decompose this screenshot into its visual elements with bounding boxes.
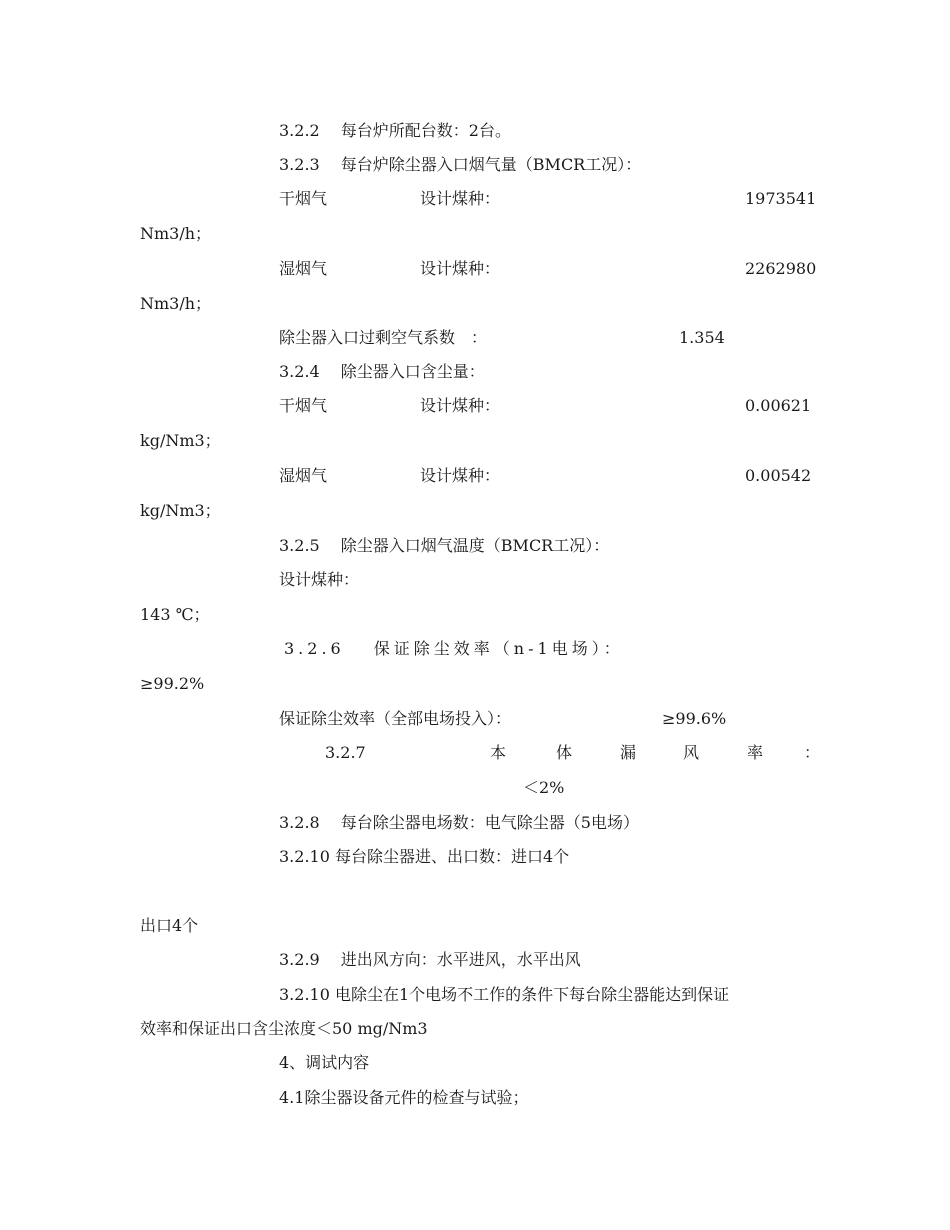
dry-gas-dust: 0.00621 <box>745 396 812 415</box>
dry-gas-volume: 1973541 <box>745 189 817 208</box>
section-3-2-7-char: 本 <box>490 743 507 762</box>
unit-text: kg/Nm3； <box>140 431 221 450</box>
wet-gas-label: 湿烟气 <box>279 466 328 485</box>
excess-air-value: 1.354 <box>679 328 725 347</box>
unit-text: Nm3/h； <box>140 224 212 243</box>
section-3-2-7-char: ： <box>804 743 821 762</box>
design-coal-label: 设计煤种： <box>279 570 360 589</box>
unit-text: Nm3/h； <box>140 294 212 313</box>
temperature-value: 143 ℃； <box>140 605 210 624</box>
section-3-2-7-number: 3.2.7 <box>325 743 366 762</box>
section-3-2-3: 3.2.3 每台炉除尘器入口烟气量（BMCR工况）： <box>279 155 642 174</box>
section-3-2-9: 3.2.9 进出风方向：水平进风，水平出风 <box>279 950 581 969</box>
section-3-2-7-char: 风 <box>683 743 700 762</box>
section-3-2-10-condition: 3.2.10 电除尘在1个电场不工作的条件下每台除尘器能达到保证 <box>279 985 730 1004</box>
unit-text: kg/Nm3； <box>140 501 221 520</box>
dry-gas-label: 干烟气 <box>279 189 328 208</box>
outlet-count: 出口4个 <box>140 916 199 935</box>
section-3-2-10-ports: 3.2.10 每台除尘器进、出口数：进口4个 <box>279 847 570 866</box>
heading-4: 4、调试内容 <box>279 1053 370 1072</box>
wet-gas-dust: 0.00542 <box>745 466 812 485</box>
section-3-2-10-continued: 效率和保证出口含尘浓度＜50 mg/Nm3 <box>140 1019 428 1038</box>
full-efficiency-label: 保证除尘效率（全部电场投入）： <box>279 709 512 728</box>
section-3-2-4: 3.2.4 除尘器入口含尘量： <box>279 362 485 381</box>
section-3-2-7-char: 率 <box>747 743 764 762</box>
air-leakage-value: ＜2% <box>523 778 565 797</box>
design-coal-label: 设计煤种： <box>420 396 501 415</box>
efficiency-n1-value: ≥99.2% <box>140 674 205 693</box>
excess-air-label: 除尘器入口过剩空气系数 ： <box>279 328 488 347</box>
section-3-2-5: 3.2.5 除尘器入口烟气温度（BMCR工况）： <box>279 536 610 555</box>
wet-gas-label: 湿烟气 <box>279 259 328 278</box>
section-3-2-8: 3.2.8 每台除尘器电场数：电气除尘器（5电场） <box>279 813 639 832</box>
design-coal-label: 设计煤种： <box>420 189 501 208</box>
section-4-1: 4.1除尘器设备元件的检查与试验； <box>279 1088 529 1107</box>
section-3-2-7-char: 漏 <box>620 743 637 762</box>
section-3-2-6: 3.2.6 保证除尘效率（n-1电场）： <box>284 639 624 658</box>
design-coal-label: 设计煤种： <box>420 466 501 485</box>
design-coal-label: 设计煤种： <box>420 259 501 278</box>
full-efficiency-value: ≥99.6% <box>662 709 727 728</box>
section-3-2-7-char: 体 <box>556 743 573 762</box>
section-3-2-2: 3.2.2 每台炉所配台数：2台。 <box>279 121 511 140</box>
dry-gas-label: 干烟气 <box>279 396 328 415</box>
wet-gas-volume: 2262980 <box>745 259 817 278</box>
